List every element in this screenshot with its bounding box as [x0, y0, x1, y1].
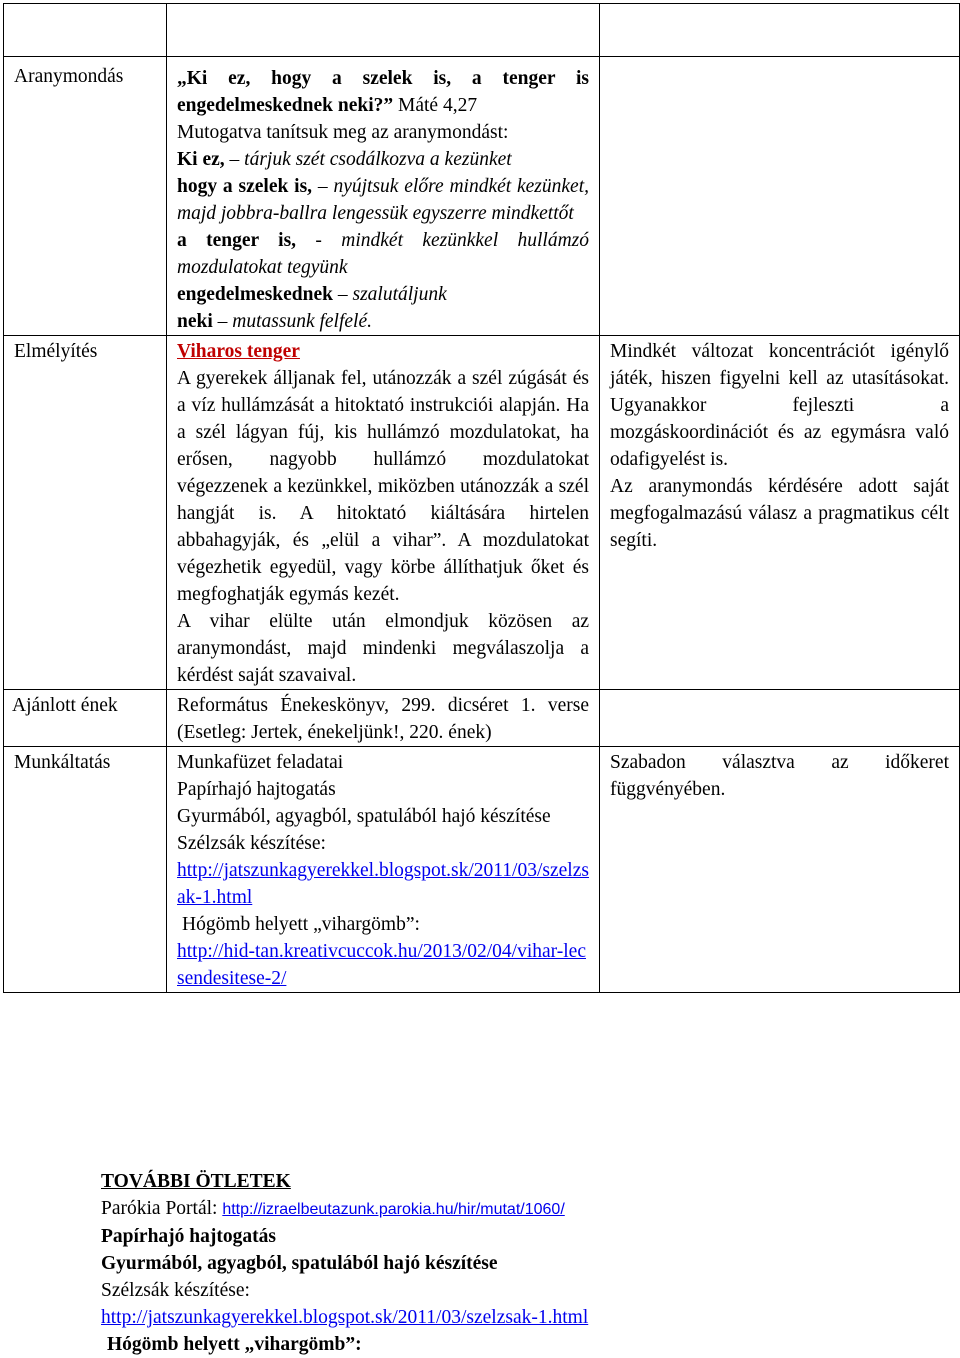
- gesture-line-2: hogy a szelek is, – nyújtsuk előre mindkét kezünket, majd jobbra-ballra lengessük egyszerre mindkettőt: [177, 176, 590, 224]
- further-ideas-heading: TOVÁBBI ÖTLETEK: [101, 1171, 291, 1192]
- note-optional: Szabadon választva az időkeret függvényében.: [610, 752, 949, 800]
- portal-label: Parókia Portál:: [101, 1198, 223, 1219]
- row-label-cell: [4, 336, 167, 690]
- header-cell-3: [600, 4, 960, 57]
- windsock-task: Szélzsák készítése:: [177, 833, 326, 854]
- portal-line: [101, 1195, 941, 1223]
- gesture-line-1: Ki ez, – tárjuk szét csodálkozva a kezünket: [177, 149, 512, 170]
- idea-paper-boat: Papírhajó hajtogatás: [101, 1226, 276, 1247]
- gesture-line-5: neki – mutassunk felfelé.: [177, 311, 372, 332]
- golden-verse: „Ki ez, hogy a szelek is, a tenger is engedelmeskednek neki?”: [177, 68, 589, 116]
- enek-content: [167, 690, 600, 747]
- note-pragmatic: Az aranymondás kérdésére adott saját megfogalmazású válasz a pragmatikus célt segíti.: [610, 476, 949, 551]
- game-followup: A vihar elülte után elmondjuk közösen az aranymondást, majd mindenki megválaszolja a kérdést saját szavaival.: [177, 611, 589, 686]
- row-aranymondas: [4, 57, 960, 336]
- table-header-row: [4, 4, 960, 57]
- idea-windsock: Szélzsák készítése:: [101, 1280, 250, 1301]
- further-ideas: [101, 1168, 941, 1358]
- instruction-text: Mutogatva tanítsuk meg az aranymondást:: [177, 122, 509, 143]
- stormglobe-task: Hógömb helyett „vihargömb”:: [182, 914, 420, 935]
- windsock-link[interactable]: http://jatszunkagyerekkel.blogspot.sk/2011/03/szelzsak-1.html: [177, 860, 589, 908]
- note-concentration: Mindkét változat koncentrációt igénylő játék, hiszen figyelni kell az utasításokat. Ugyanakkor fejleszti a mozgáskoordinációt és az egymásra való odafigyelést is.: [610, 341, 949, 470]
- paper-boat-task: Papírhajó hajtogatás: [177, 779, 336, 800]
- idea-stormglobe: Hógömb helyett „vihargömb”:: [107, 1334, 362, 1355]
- row-label: Ajánlott ének: [12, 695, 118, 716]
- stormglobe-link[interactable]: http://hid-tan.kreativcuccok.hu/2013/02/04/vihar-lecsendesitese-2/: [177, 941, 586, 989]
- aranymondas-notes: [600, 57, 960, 336]
- row-enek: [4, 690, 960, 747]
- lesson-plan-table: [3, 3, 960, 993]
- row-label-cell: [4, 747, 167, 993]
- row-elmelyites: [4, 336, 960, 690]
- row-label: Elmélyítés: [14, 341, 98, 362]
- header-cell-2: [167, 4, 600, 57]
- row-label-cell: [4, 690, 167, 747]
- workbook-task: Munkafüzet feladatai: [177, 752, 344, 773]
- idea-clay-boat: Gyurmából, agyagból, spatulából hajó készítése: [101, 1253, 498, 1274]
- row-label: Aranymondás: [14, 66, 124, 87]
- idea-windsock-link[interactable]: http://jatszunkagyerekkel.blogspot.sk/2011/03/szelzsak-1.html: [101, 1307, 589, 1328]
- game-title: Viharos tenger: [177, 341, 300, 362]
- gesture-line-3: a tenger is, - mindkét kezünkkel hullámzó mozdulatokat tegyünk: [177, 230, 589, 278]
- row-munka: [4, 747, 960, 993]
- header-cell-1: [4, 4, 167, 57]
- elmelyites-content: [167, 336, 600, 690]
- row-label-cell: [4, 57, 167, 336]
- clay-boat-task: Gyurmából, agyagból, spatulából hajó készítése: [177, 806, 551, 827]
- verse-reference: Máté 4,27: [393, 95, 478, 116]
- munka-content: [167, 747, 600, 993]
- aranymondas-content: [167, 57, 600, 336]
- song-recommendation: Református Énekeskönyv, 299. dicséret 1. verse (Esetleg: Jertek, énekeljünk!, 220. ének): [177, 695, 589, 743]
- enek-notes: [600, 690, 960, 747]
- gesture-line-4: engedelmeskednek – szalutáljunk: [177, 284, 447, 305]
- portal-link[interactable]: http://izraelbeutazunk.parokia.hu/hir/mutat/1060/: [222, 1201, 565, 1218]
- elmelyites-notes: [600, 336, 960, 690]
- game-description: A gyerekek álljanak fel, utánozzák a szél zúgását és a víz hullámzását a hitoktató instrukciói alapján. Ha a szél lágyan fúj, kis hullámzó mozdulatokat, ha erősen, nagyobb hullámzó mozdulatokat végezzenek a kezünkkel, miközben utánozzák a szél hangját is. A hitoktató kiáltására hirtelen abbahagyják, és „elül a vihar”. A mozdulatokat végezhetik egyedül, vagy körbe állíthatjuk őket és megfoghatják egymás kezét.: [177, 368, 589, 605]
- munka-notes: [600, 747, 960, 993]
- row-label: Munkáltatás: [14, 752, 111, 773]
